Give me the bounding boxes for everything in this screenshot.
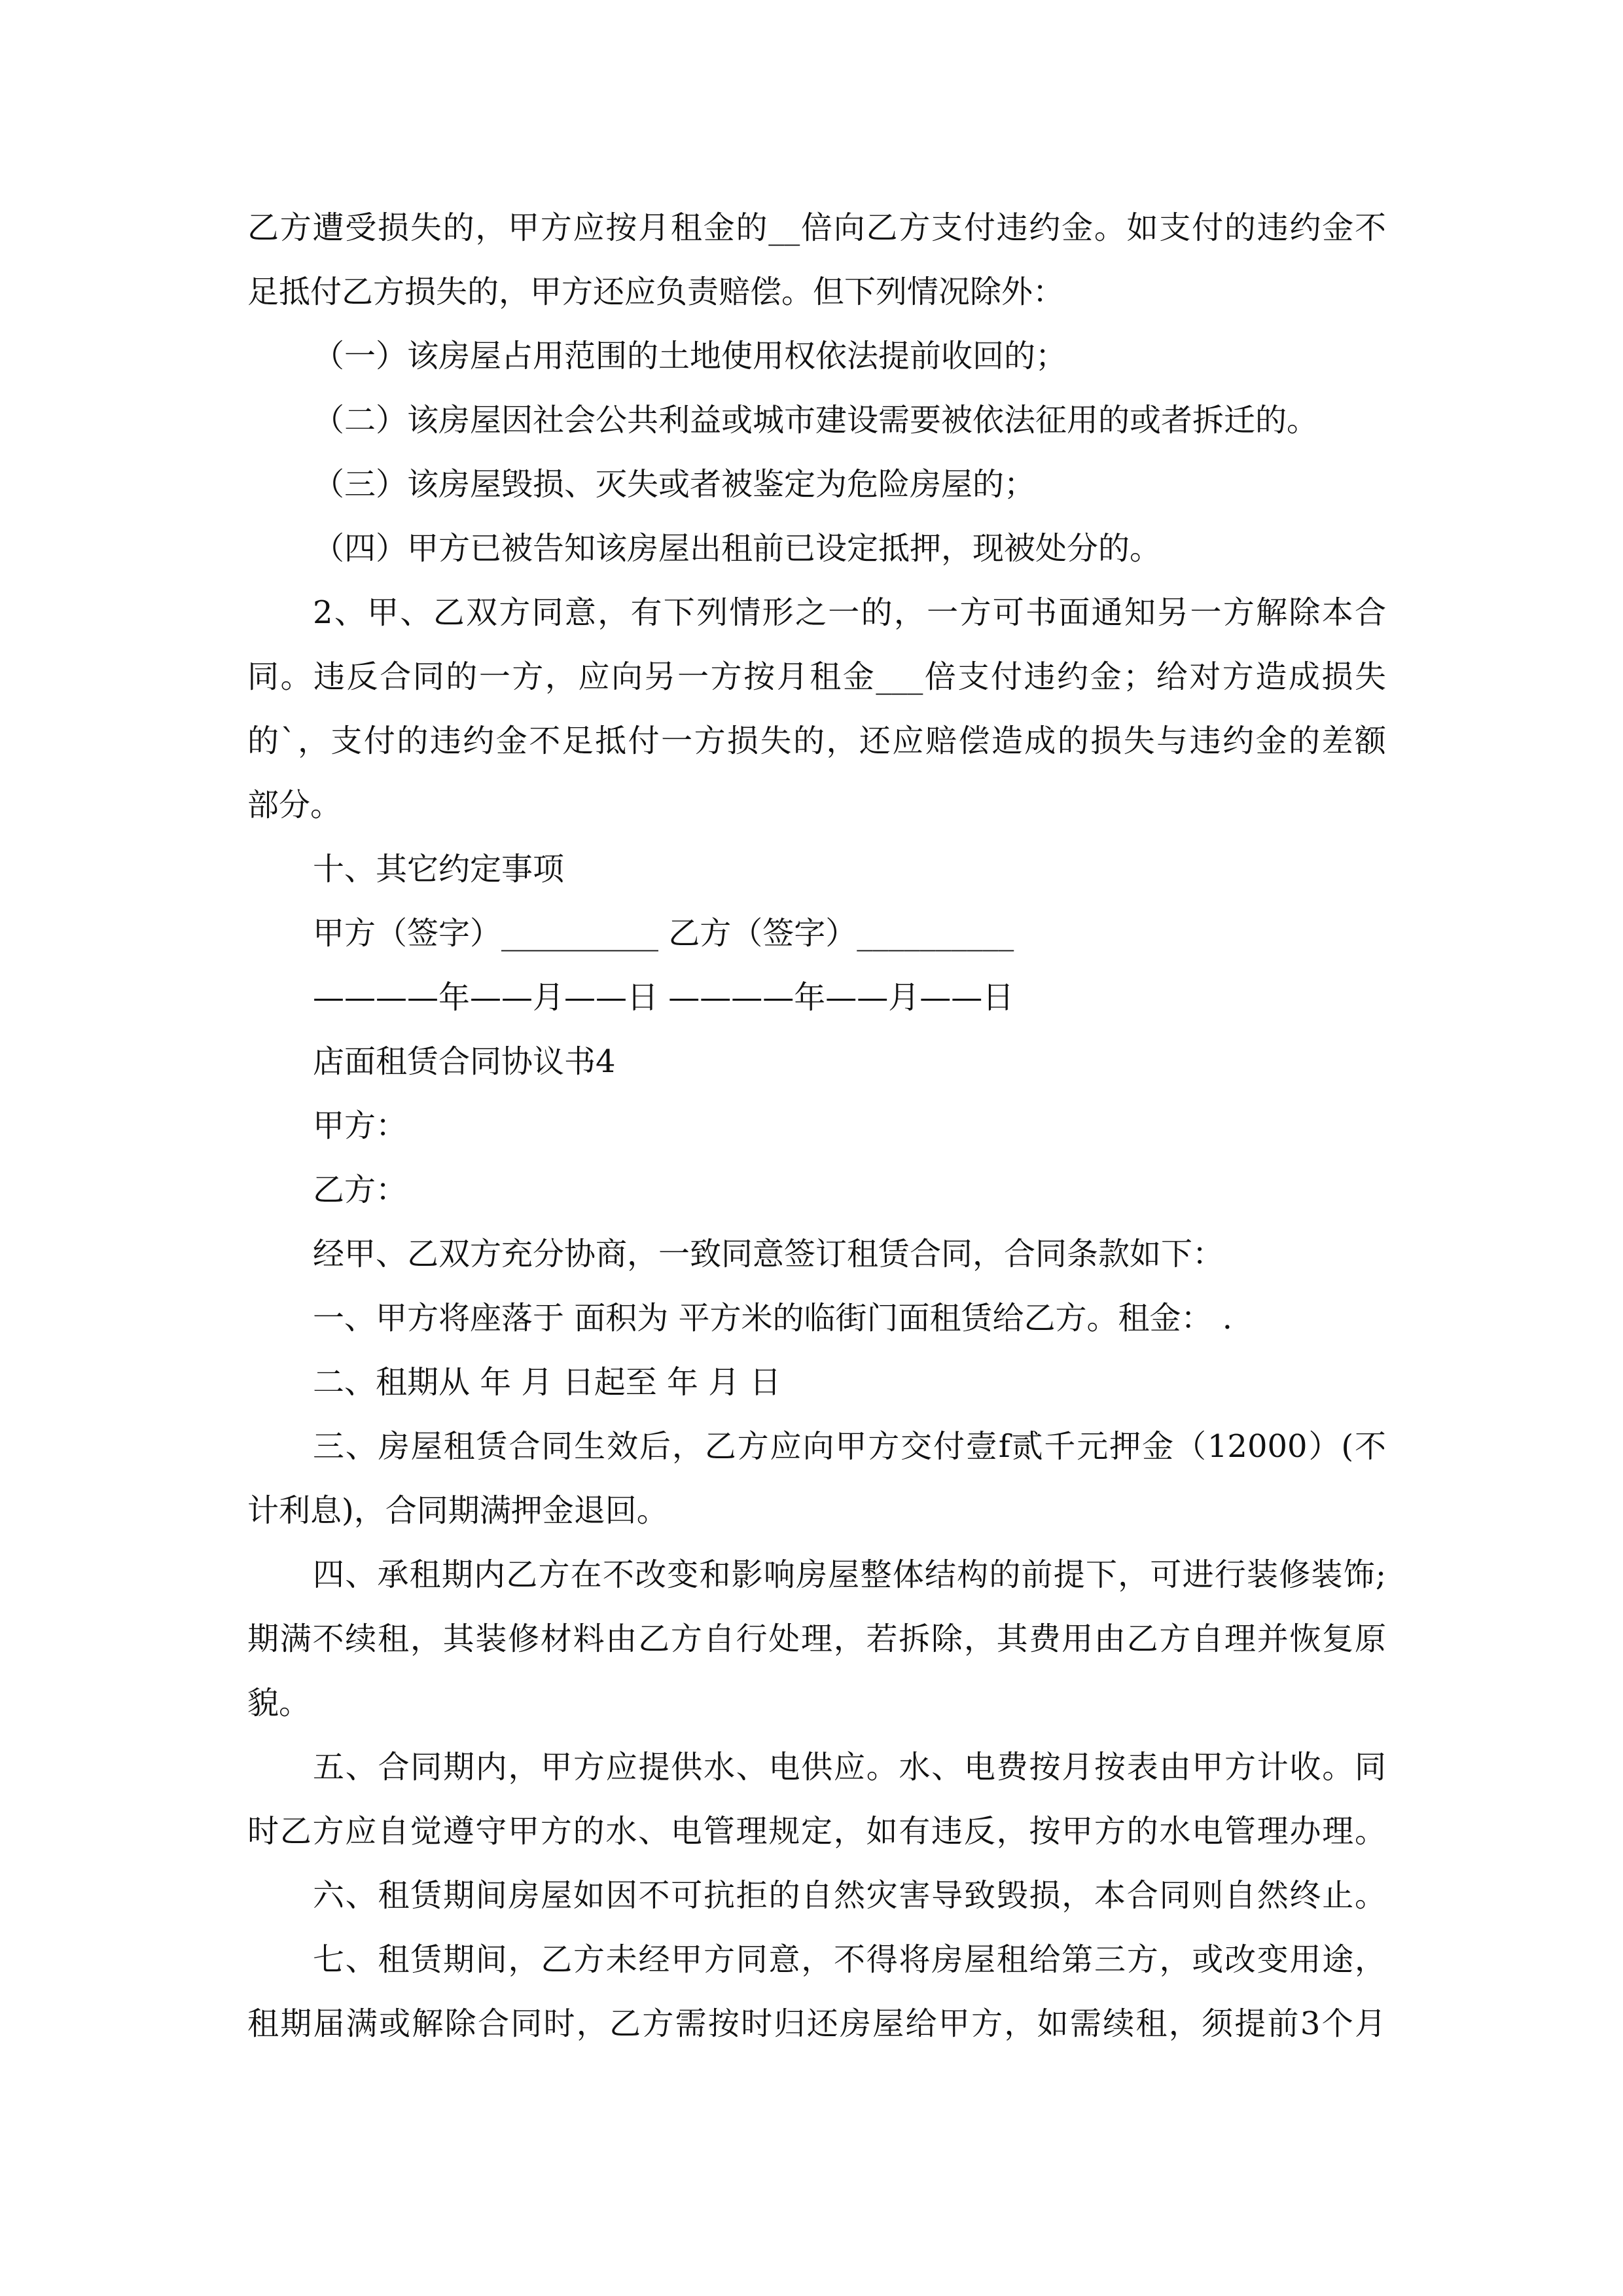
text-line: 三、房屋租赁合同生效后，乙方应向甲方交付壹f贰千元押金（12000）(不 xyxy=(313,1428,1386,1465)
text-line: 期满不续租，其装修材料由乙方自行处理，若拆除，其费用由乙方自理并恢复原 xyxy=(247,1621,1386,1657)
text-line: 店面租赁合同协议书4 xyxy=(313,1043,616,1080)
text-line: 五、合同期内，甲方应提供水、电供应。水、电费按月按表由甲方计收。同 xyxy=(313,1749,1386,1785)
text-line: （四）甲方已被告知该房屋出租前已设定抵押，现被处分的。 xyxy=(313,530,1162,567)
text-line: （三）该房屋毁损、灭失或者被鉴定为危险房屋的； xyxy=(313,466,1036,503)
text-line: 租期届满或解除合同时，乙方需按时归还房屋给甲方，如需续租，须提前3个月 xyxy=(247,2005,1386,2042)
document-body xyxy=(247,196,1399,2056)
text-line: 貌。 xyxy=(247,1685,311,1721)
text-line: 乙方遭受损失的，甲方应按月租金的__倍向乙方支付违约金。如支付的违约金不 xyxy=(247,209,1386,246)
text-line: 足抵付乙方损失的，甲方还应负责赔偿。但下列情况除外： xyxy=(247,274,1065,310)
text-line: 十、其它约定事项 xyxy=(313,851,565,888)
text-line: 四、承租期内乙方在不改变和影响房屋整体结构的前提下，可进行装修装饰; xyxy=(313,1556,1386,1593)
text-line: 七、租赁期间，乙方未经甲方同意，不得将房屋租给第三方，或改变用途， xyxy=(313,1941,1386,1978)
text-line: 一、甲方将座落于 面积为 平方米的临街门面租赁给乙方。租金： . xyxy=(313,1300,1233,1336)
text-line: 六、租赁期间房屋如因不可抗拒的自然灾害导致毁损，本合同则自然终止。 xyxy=(313,1877,1386,1914)
text-line: 乙方： xyxy=(313,1172,408,1208)
text-line: 同。违反合同的一方，应向另一方按月租金___倍支付违约金；给对方造成损失 xyxy=(247,658,1386,695)
text-line: 经甲、乙双方充分协商，一致同意签订租赁合同，合同条款如下： xyxy=(313,1236,1224,1272)
text-line: 的`，支付的违约金不足抵付一方损失的，还应赔偿造成的损失与违约金的差额 xyxy=(247,723,1386,759)
text-line: 计利息)，合同期满押金退回。 xyxy=(247,1492,668,1529)
text-line: 2、甲、乙双方同意，有下列情形之一的，一方可书面通知另一方解除本合 xyxy=(313,594,1386,631)
text-line: 甲方： xyxy=(313,1107,408,1144)
text-line: （二）该房屋因社会公共利益或城市建设需要被依法征用的或者拆迁的。 xyxy=(313,402,1319,439)
text-line: 部分。 xyxy=(247,787,342,823)
text-line: 时乙方应自觉遵守甲方的水、电管理规定，如有违反，按甲方的水电管理办理。 xyxy=(247,1813,1386,1850)
text-line: （一）该房屋占用范围的土地使用权依法提前收回的； xyxy=(313,338,1067,374)
text-line: 甲方（签字）__________ 乙方（签字）__________ xyxy=(313,915,1014,952)
text-line: 二、租期从 年 月 日起至 年 月 日 xyxy=(313,1364,781,1401)
text-line: ————年——月——日 ————年——月——日 xyxy=(313,979,1014,1016)
